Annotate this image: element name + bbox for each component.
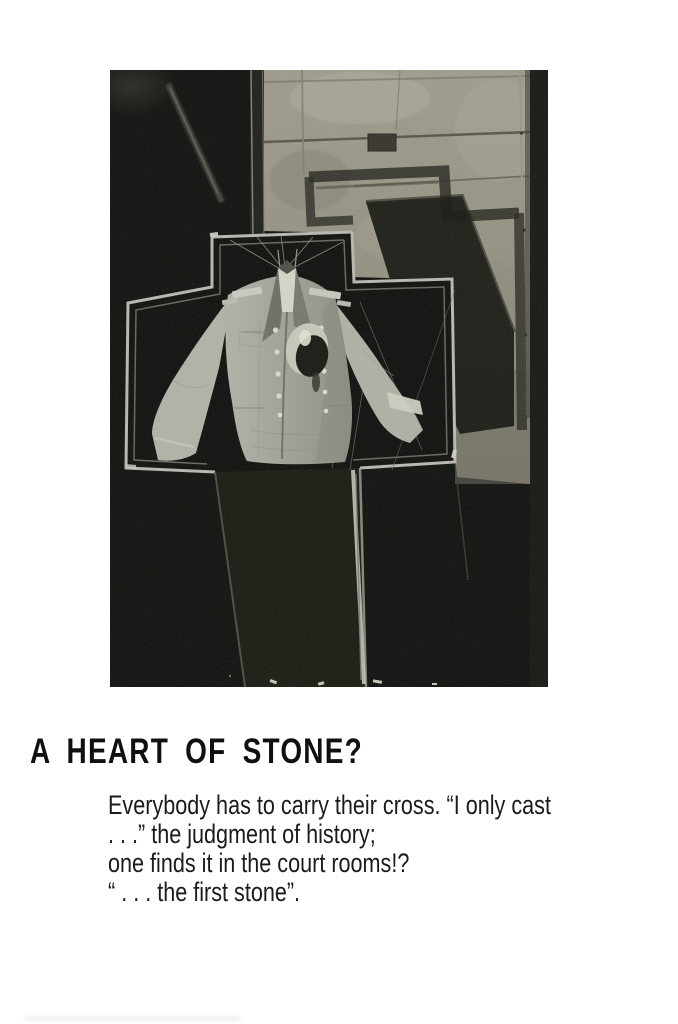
photograph-art <box>110 70 548 687</box>
caption-line: “ . . . the first stone”. <box>108 877 301 907</box>
caption-line: one finds it in the court rooms!? <box>108 848 410 878</box>
page-bottom-artifact <box>25 1016 240 1021</box>
film-grain <box>110 70 548 687</box>
photograph <box>110 70 548 687</box>
caption-block <box>108 791 551 907</box>
caption-line: Everybody has to carry their cross. “I only cast <box>108 790 551 820</box>
caption-line: . . .” the judgment of history; <box>108 819 376 849</box>
page-title: A HEART OF STONE? <box>30 732 363 771</box>
